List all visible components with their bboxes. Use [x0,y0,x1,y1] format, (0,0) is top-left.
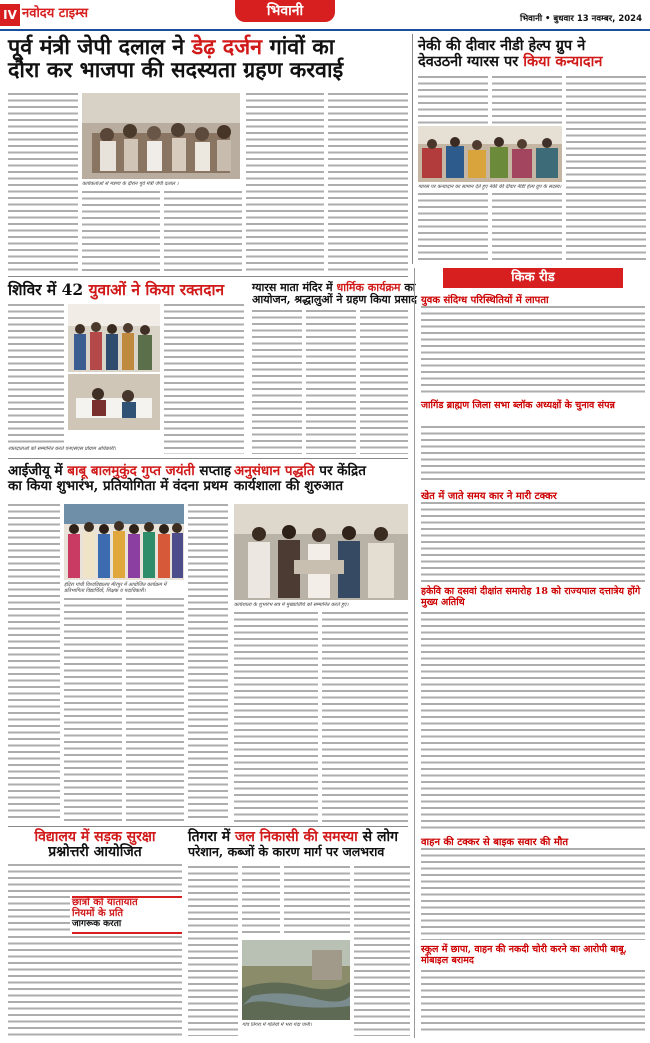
lead-headline-line-2: दौरा कर भाजपा की सदस्यता ग्रहण करवाई [8,58,344,84]
lead-photo-image [82,93,240,179]
neki-body-col-1 [418,76,488,124]
kick-item-1-body [421,306,645,396]
aiju-body-col-3 [126,598,184,822]
neki-hl-a: देवउठनी ग्यारस पर [418,52,524,70]
gyaras-hl-a: ग्यारस माता मंदिर में [252,281,337,294]
vidyalaya-body-bottom [8,936,182,1036]
lead-hl-a: पूर्व मंत्री जेपी दलाल ने [8,35,192,60]
kick-reed-box [414,268,648,1038]
tigra-hl-a: तिगरा में [188,829,235,845]
tigra-headline-line-2: परेशान, कब्जों के कारण मार्ग पर जलभराव [188,844,385,860]
neki-photo [418,126,562,182]
dateline: भिवानी • बुधवार 13 नवम्बर, 2024 [520,14,642,24]
anusandhan-hl-red: अनुसंधान पद्धति [234,463,315,479]
tigra-headline-line-1 [188,830,410,845]
page-number: IV [0,4,20,26]
aiju-body-col-2 [64,598,122,822]
anusandhan-body-col-2 [322,612,408,822]
neki-body-col-2 [492,76,562,124]
lead-hl-red: डेढ़ दर्जन [191,35,263,60]
lead-photo [82,93,240,179]
vidyalaya-headline-line-1: विद्यालय में सड़क सुरक्षा [34,829,156,845]
vidyalaya-headline [8,830,182,860]
vidyalaya-headline-line-2: प्रश्नोत्तरी आयोजित [48,844,142,861]
aiju-hl-end: सप्ताह [194,463,232,479]
lead-body-col-6 [328,93,408,273]
kick-reed-title: किक रीड [443,268,623,288]
aiju-headline [8,464,268,493]
tigra-body-col-2 [242,866,280,936]
tigra-body-col-4 [354,866,410,1036]
shivir-photo-image [68,304,160,372]
lead-headline-line-1 [8,36,410,59]
aiju-photo-caption: इंदिरा गांधी विश्वविद्यालय मीरपुर में आयोजित कार्यक्रम में प्रतिभागिता विद्यार्थियों, शिक्षक व पदाधिकारी। [64,582,167,595]
aiju-hl-red: बाबू बालमुकुंद गुप्त जयंती [67,463,195,479]
shivir-body-col-2 [164,304,244,454]
gyaras-hl-end: का [400,281,416,294]
shivir-photo-2 [68,374,160,430]
gyaras-body-col-2 [306,310,356,454]
vidyalaya-sub-box [72,896,182,934]
aiju-photo-image [64,504,184,580]
anusandhan-body-col-1 [234,612,318,822]
paper-logo: नवोदय टाइम्स [22,6,89,21]
aiju-body-col-4 [188,504,228,822]
anusandhan-headline-line-1 [234,464,410,479]
neki-hl-red: किया कन्यादान [523,52,603,70]
shivir-headline [8,282,248,299]
lead-body-col-5 [246,93,324,273]
shivir-photo-caption: रक्तदाताओं को सम्मानित करते एनएसएस प्रोग्राम अधिकारी। [8,446,116,452]
anusandhan-hl-a: पर केंद्रित [314,463,366,479]
section-rule-3 [8,826,408,827]
aiju-body-col-1 [8,504,60,822]
kick-item-3-title: खेत में जाते समय कार ने मारी टक्कर [421,488,645,502]
gyaras-headline [252,281,417,306]
neki-headline-line-2 [418,54,646,70]
lead-photo-caption: कार्यकर्ताओं से मत्रणा के दौरान पूर्व मंत्री जेपी दलाल । [82,181,179,187]
shivir-body-col-1 [8,304,64,444]
tigra-hl-red: जल निकासी की समस्या [234,829,358,845]
gyaras-body-col-1 [252,310,302,454]
masthead-rule [0,29,650,31]
section-banner: भिवानी [235,0,335,22]
kick-item-1-title: युवक संदिग्ध परिस्थितियों में लापता [421,292,645,306]
vidyalaya-sub-1: छात्रों को यातायात [72,897,138,908]
shivir-photo-2-image [68,374,160,430]
neki-headline-line-1: नेकी की दीवार नीडी हेल्प ग्रुप ने [418,37,586,54]
gyaras-hl-red: धार्मिक कार्यक्रम [336,281,401,294]
lead-body-col-4 [164,191,242,273]
anusandhan-photo [234,504,408,600]
tigra-photo-caption: गांव तिगरा में गलियों में भरा गंदा पानी। [242,1022,312,1028]
lead-hl-end: गांवों का [262,35,335,60]
shivir-hl-red: युवाओं ने किया रक्तदान [88,280,225,299]
section-rule-1 [8,276,408,277]
kick-item-2-title: जागिंड ब्राह्मण जिला सभा ब्लॉक अध्यक्षों के चुनाव संपन्न [421,400,645,411]
anusandhan-photo-caption: कार्यशाला के शुभारंभ सत्र में मुख्यातिथि को सम्मानित करते हुए। [234,602,349,608]
lead-body-col-1 [8,93,78,273]
gyaras-headline-line-2: आयोजन, श्रद्धालुओं ने ग्रहण किया प्रसाद [252,292,417,306]
shivir-hl-a: शिविर में 42 [8,280,89,299]
vidyalaya-sub-3: जागरूक करता [72,918,122,929]
tigra-body-col-1 [188,866,238,1036]
kick-item-3-body [421,502,645,582]
col-divider-top [412,34,413,264]
shivir-photo [68,304,160,372]
kick-item-5-body [421,848,645,940]
tigra-headline [188,830,410,859]
kick-item-5-title: वाहन की टक्कर से बाइक सवार की मौत [421,834,645,848]
kick-item-6-body [421,970,645,1034]
tigra-hl-end: से लोग [357,829,398,845]
kick-item-4-title: हकेवि का दसवां दीक्षांत समारोह 18 को राज्यपाल दत्तात्रेय होंगे मुख्य अतिथि [421,586,645,608]
neki-body-col-4 [418,193,488,264]
vidyalaya-body-left [8,896,70,932]
tigra-photo [242,940,350,1020]
neki-photo-caption: ग्यारस पर कन्यादान का सामान देते हुए नेकी की दीवार नीडी हेल्प ग्रुप के सदस्य। [418,184,562,190]
neki-photo-image [418,126,562,182]
kick-item-6-title: स्कूल में छापा, वाहन की नकदी चोरी करने का आरोपी बाबू, मोबाइल बरामद [421,944,645,966]
masthead [0,0,650,30]
section-rule-2 [8,458,408,459]
lead-body-col-3 [82,191,160,273]
lead-headline [8,36,410,82]
vidyalaya-body-top [8,864,182,894]
vidyalaya-sub-2: नियमों के प्रति [72,907,124,919]
aiju-headline-line-1 [8,464,268,479]
aiju-photo [64,504,184,580]
neki-body-col-5 [492,193,562,264]
anusandhan-headline [234,464,410,493]
gyaras-body-col-3 [360,310,408,454]
neki-body-col-3 [566,76,646,264]
kick-item-2-body [421,426,645,484]
anusandhan-photo-image [234,504,408,600]
anusandhan-headline-line-2: कार्यशाला की शुरुआत [234,477,344,494]
tigra-photo-image [242,940,350,1020]
tigra-body-col-3 [284,866,350,936]
aiju-hl-a: आईजीयू में [8,463,68,479]
neki-headline [418,38,646,69]
aiju-headline-line-2: का किया शुभारंभ, प्रतियोगिता में वंदना प्रथम [8,477,228,494]
kick-item-4-body [421,612,645,830]
